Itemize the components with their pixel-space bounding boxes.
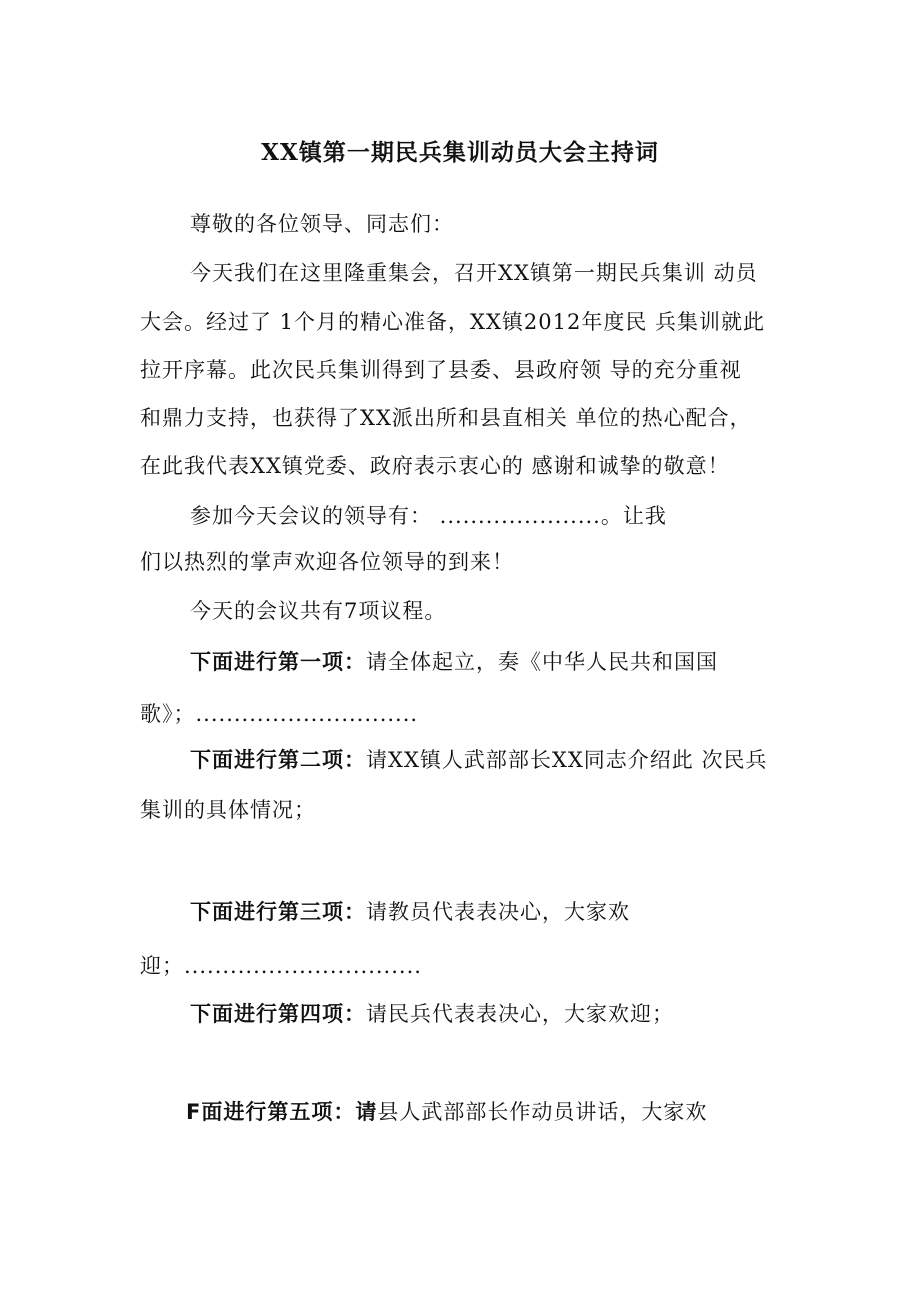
- agenda-item-5-text: 县人武部部长作动员讲话，大家欢: [377, 1100, 708, 1124]
- agenda-item-2-heading: 下面进行第二项：: [190, 748, 366, 772]
- agenda-item-2: [190, 746, 767, 774]
- paragraph-2-line-2: 们以热烈的掌声欢迎各位领导的到来！: [140, 550, 514, 574]
- paragraph-1-line-4: 和鼎力支持，也获得了XX派出所和县直相关 单位的热心配合，: [140, 406, 752, 430]
- agenda-item-4: [190, 1000, 674, 1028]
- agenda-item-5-heading: F面进行第五项：: [186, 1100, 356, 1124]
- agenda-item-4-heading: 下面进行第四项：: [190, 1002, 366, 1026]
- agenda-item-5-request-word: 请: [355, 1100, 378, 1124]
- agenda-item-4-text: 请民兵代表表决心，大家欢迎；: [366, 1002, 674, 1026]
- paragraph-1-line-2: 大会。经过了 1个月的精心准备，XX镇2012年度民 兵集训就此: [140, 310, 766, 334]
- agenda-item-3-text: 请教员代表表决心，大家欢: [366, 900, 630, 924]
- agenda-item-1-text: 请全体起立，奏《中华人民共和国国: [366, 650, 718, 674]
- document-title: XX镇第一期民兵集训动员大会主持词: [261, 139, 659, 166]
- agenda-item-3-heading: 下面进行第三项：: [190, 900, 366, 924]
- agenda-item-2-continuation: 集训的具体情况；: [140, 798, 316, 822]
- agenda-item-3-continuation: 迎；...............................: [140, 954, 422, 978]
- agenda-item-1: [190, 648, 718, 676]
- agenda-item-2-text: 请XX镇人武部部长XX同志介绍此 次民兵: [366, 748, 768, 772]
- agenda-count: 今天的会议共有7项议程。: [190, 599, 447, 623]
- agenda-item-1-continuation: 歌》；.............................: [140, 702, 419, 726]
- paragraph-2-line-1: 参加今天会议的领导有： .....................。让我: [190, 504, 667, 528]
- paragraph-1-line-5: 在此我代表XX镇党委、政府表示衷心的 感谢和诚挚的敬意！: [140, 454, 730, 478]
- paragraph-1-line-1: 今天我们在这里隆重集会，召开XX镇第一期民兵集训 动员: [190, 261, 758, 285]
- greeting: 尊敬的各位领导、同志们：: [190, 212, 454, 236]
- paragraph-1-line-3: 拉开序幕。此次民兵集训得到了县委、县政府领 导的充分重视: [140, 358, 742, 382]
- agenda-item-5: [186, 1098, 707, 1126]
- agenda-item-1-heading: 下面进行第一项：: [190, 650, 366, 674]
- agenda-item-3: [190, 898, 630, 926]
